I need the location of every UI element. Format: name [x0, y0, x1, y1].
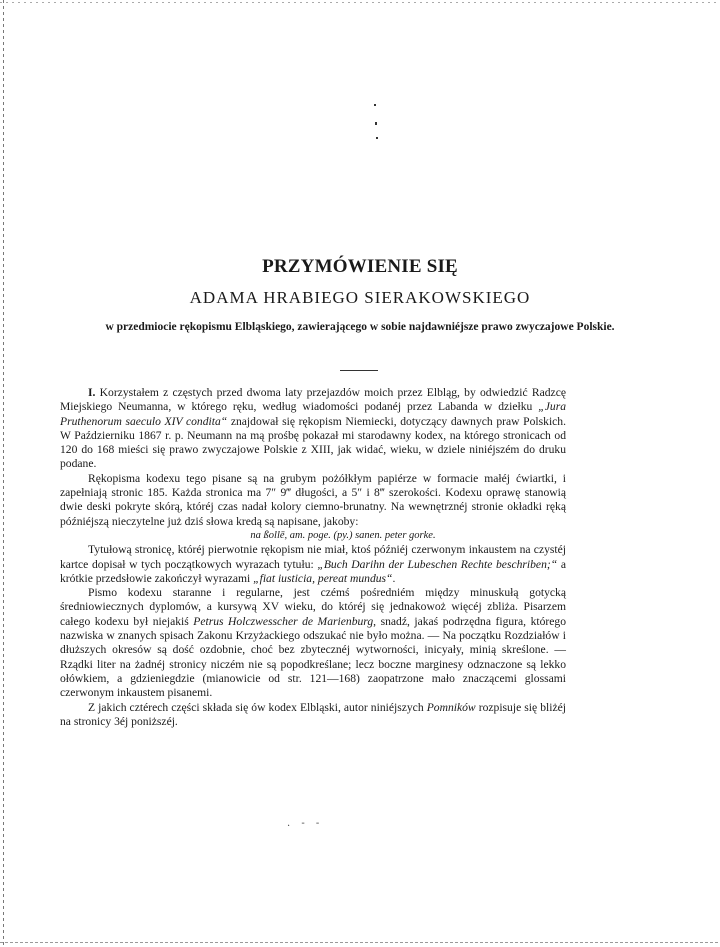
scan-speck — [376, 137, 378, 139]
inscription-quote: na ßollē, am. poge. (py.) sanen. peter gorke. — [250, 529, 436, 541]
document-subtitle: w przedmiocie rękopismu Elbląskiego, zawierającego w sobie najdawniéjsze prawo zwyczajowe Polskie. — [105, 321, 615, 333]
section-number: I. — [88, 386, 96, 399]
paragraph-5: Z jakich cztérech części składa się ów kodex Elbląski, autor niniéjszych Pomników rozpisuje się bliżéj na stronicy 3éj poniższéj. — [60, 700, 566, 728]
document-title: PRZYMÓWIENIE SIĘ — [262, 256, 458, 277]
footer-ornament: . - - — [287, 818, 324, 829]
document-author: ADAMA HRABIEGO SIERAKOWSKIEGO — [189, 288, 531, 307]
page-edge-top — [0, 2, 720, 3]
page-edge-bottom — [0, 942, 720, 943]
paragraph-4: Pismo kodexu staranne i regularne, jest czémś pośredniém między minuskułą gotycką średniowiecznych dyplomów, a kursywą XV wieku, do któréj się jednakowoż więcéj zbliża. Pisarzem całego kodexu był niejakiś Petrus Holczwesscher de Marienburg, snadź, jakaś podrzędna figura, którego nazwiska w znanych spisach Zakonu Krzyżackiego odszukać nie było można. — Na początku Rozdziałów i dłuższych okresów są dość ozdobnie, choć bez zbytecznéj wytworności, inicyały, minią skreślone. — Rządki liter na żadnéj stronicy niczém nie są popodkreślane; lecz boczne marginesy odznaczone są lekko ołówkiem, a gdzieniegdzie (mianowicie od str. 121—168) zaopatrzone mało znaczącemi glossami czerwonym inkaustem pisanemi. — [60, 586, 566, 700]
title-divider — [340, 370, 378, 371]
page-edge-left — [3, 0, 4, 947]
paragraph-3: Tytułową stronicę, któréj pierwotnie rękopism nie miał, ktoś późniéj czerwonym inkaustem na czystéj kartce dopisał w tych początkowych wyrazach tytułu: „Buch Darihn der Lubeschen Rechte beschriben;“ a krótkie przedsłowie zakończył wyrazami „fiat iusticia, pereat mundus“. — [60, 543, 566, 585]
body-text — [60, 386, 566, 729]
paragraph-1: I. Korzystałem z częstych przed dwoma laty przejazdów moich przez Elbląg, by odwiedzić Radzcę Miejskiego Neumanna, w którego ręku, według wiadomości podanéj przez Labanda w dziełku „Jura Pruthenorum saeculo XIV condita“ znajdował się rękopism Niemiecki, dotyczący dawnych praw Polskich. W Październiku 1867 r. p. Neumann na mą prośbę pokazał mi starodawny kodex, na którego stronicach od 120 do 168 mieści się prawo zwyczajowe Polskie z XIII, jak widać, wieku, w dziele niniéjszém do druku podane. — [60, 386, 567, 471]
scan-speck — [374, 104, 376, 106]
paragraph-2: Rękopisma kodexu tego pisane są na grubym pożółkłym papiérze w formacie małéj ćwiartki, i zapełniają stronic 185. Każda stronica ma 7″ 9‴ długości, a 5″ i 8‴ szerokości. Kodexu oprawę stanowią dwie deski pokryte skórą, któréj czas nadał kolory ciemno-brunatny. Na wewnętrznéj stronie okładki ręką późniéjszą nieczytelne już dziś słowa kredą są napisane, jakoby: — [60, 471, 566, 528]
scan-speck — [375, 122, 377, 125]
